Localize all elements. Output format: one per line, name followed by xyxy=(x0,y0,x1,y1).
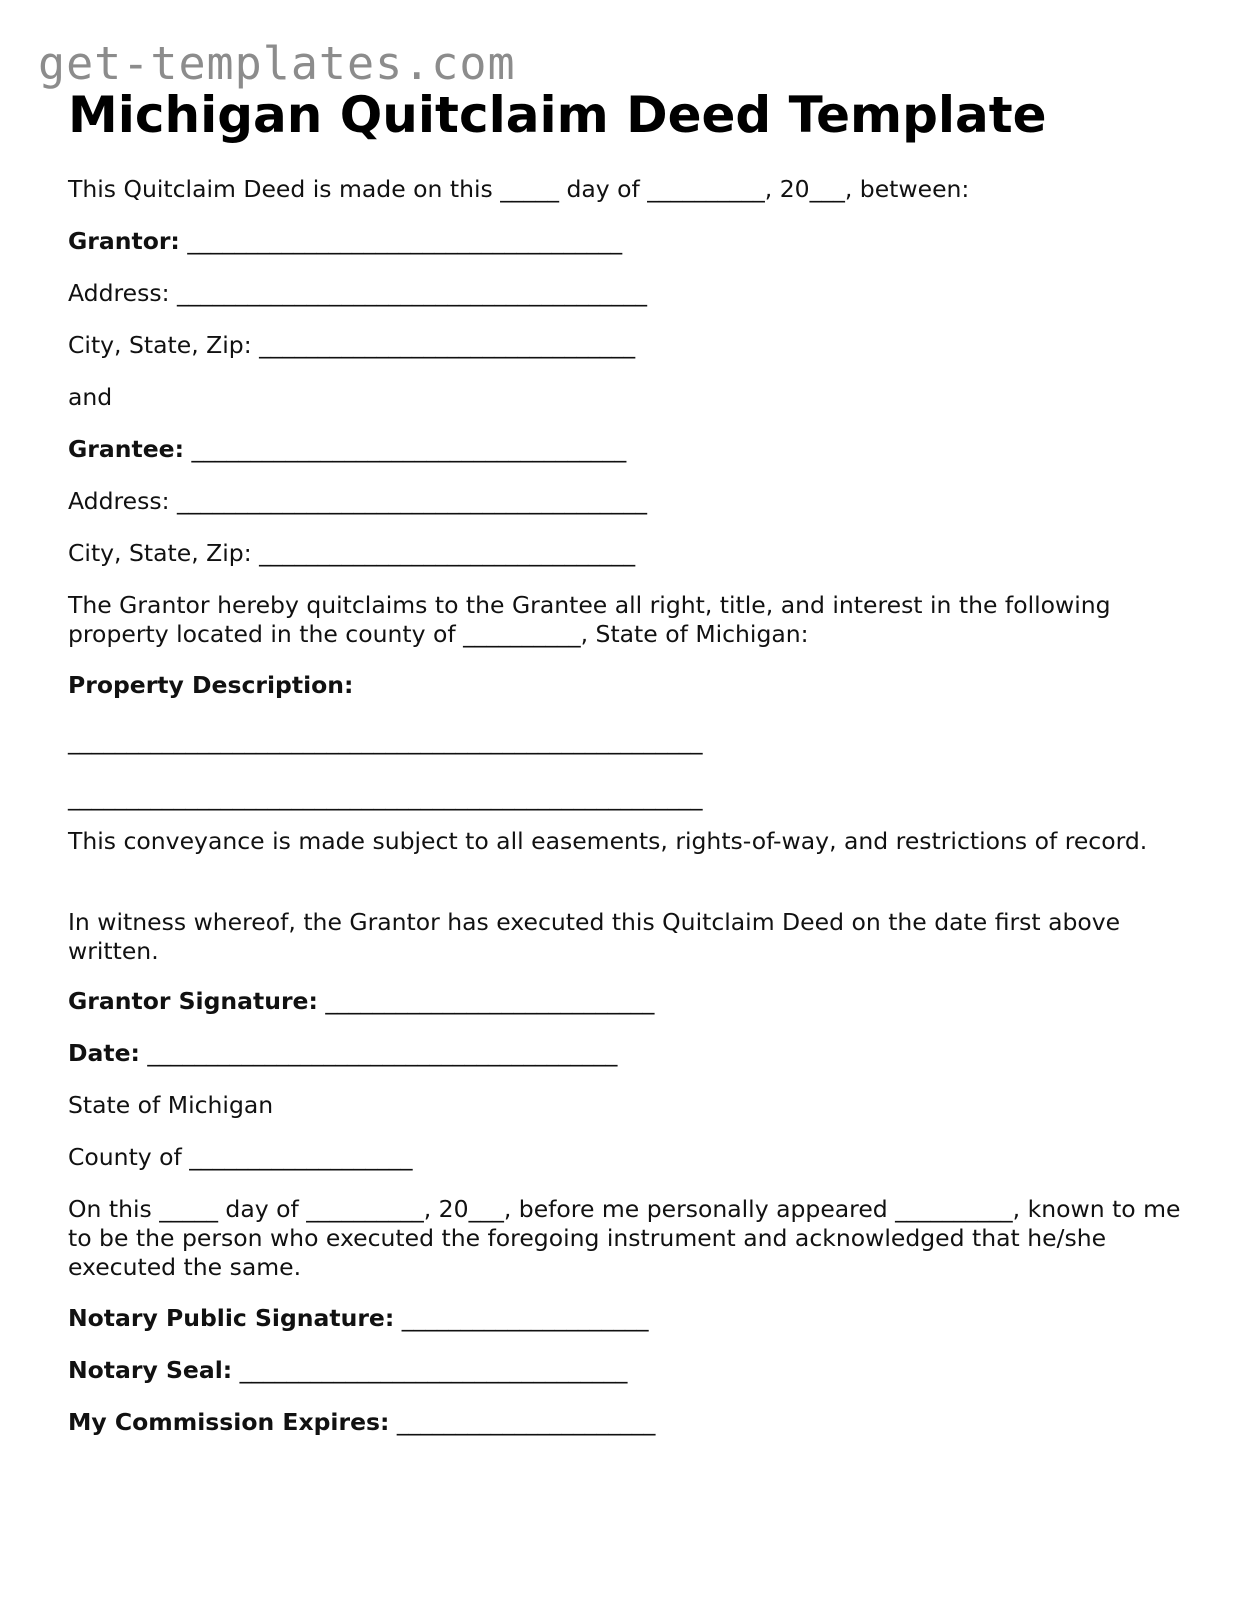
property-description-label: Property Description: xyxy=(68,671,354,699)
grantor-label: Grantor: xyxy=(68,227,180,255)
grantee-line xyxy=(68,435,626,464)
watermark-text: get-templates.com xyxy=(38,37,516,90)
witness-paragraph: In witness whereof, the Grantor has executed this Quitclaim Deed on the date first above written. xyxy=(68,908,1121,965)
grantor-signature-label: Grantor Signature: xyxy=(68,987,318,1015)
date-line xyxy=(68,1039,617,1068)
grantor-signature-blank[interactable]: ____________________________ xyxy=(317,987,655,1015)
property-description-line-2[interactable]: ______________________________________________________ xyxy=(68,783,703,811)
grantee-city-line[interactable]: City, State, Zip: ________________________________ xyxy=(68,539,636,567)
commission-expires-line xyxy=(68,1408,655,1437)
commission-expires-label: My Commission Expires: xyxy=(68,1408,390,1436)
state-text: State of Michigan xyxy=(68,1091,274,1119)
grantor-line xyxy=(68,227,622,256)
notary-signature-blank[interactable]: _____________________ xyxy=(394,1304,649,1332)
and-text: and xyxy=(68,383,113,411)
intro-line: This Quitclaim Deed is made on this _____ day of __________, 20___, between: xyxy=(68,175,970,203)
subject-paragraph: This conveyance is made subject to all easements, rights-of-way, and restrictions of record. xyxy=(68,827,1148,855)
county-line[interactable]: County of ___________________ xyxy=(68,1143,413,1171)
notary-seal-blank[interactable]: _________________________________ xyxy=(232,1356,628,1384)
date-blank[interactable]: ________________________________________ xyxy=(139,1039,618,1067)
commission-expires-blank[interactable]: ______________________ xyxy=(389,1408,656,1436)
notary-signature-label: Notary Public Signature: xyxy=(68,1304,395,1332)
grantee-address-line[interactable]: Address: ________________________________________ xyxy=(68,487,647,515)
grantor-name-blank[interactable]: _____________________________________ xyxy=(179,227,623,255)
grantee-name-blank[interactable]: _____________________________________ xyxy=(183,435,627,463)
acknowledgment-paragraph: On this _____ day of __________, 20___, before me personally appeared __________, known to me to be the person who executed the foregoing instrument and acknowledged that he/she executed the same. xyxy=(68,1195,1181,1281)
property-description-line-1[interactable]: ______________________________________________________ xyxy=(68,727,703,755)
date-label: Date: xyxy=(68,1039,140,1067)
grantee-label: Grantee: xyxy=(68,435,184,463)
notary-signature-line xyxy=(68,1304,649,1333)
notary-seal-line xyxy=(68,1356,627,1385)
document-title: Michigan Quitclaim Deed Template xyxy=(68,86,1047,144)
grantor-signature-line xyxy=(68,987,654,1016)
notary-seal-label: Notary Seal: xyxy=(68,1356,233,1384)
grantor-city-line[interactable]: City, State, Zip: ________________________________ xyxy=(68,331,636,359)
grantor-address-line[interactable]: Address: ________________________________________ xyxy=(68,279,647,307)
conveyance-paragraph: The Grantor hereby quitclaims to the Grantee all right, title, and interest in the following property located in the county of __________, State of Michigan: xyxy=(68,591,1111,648)
